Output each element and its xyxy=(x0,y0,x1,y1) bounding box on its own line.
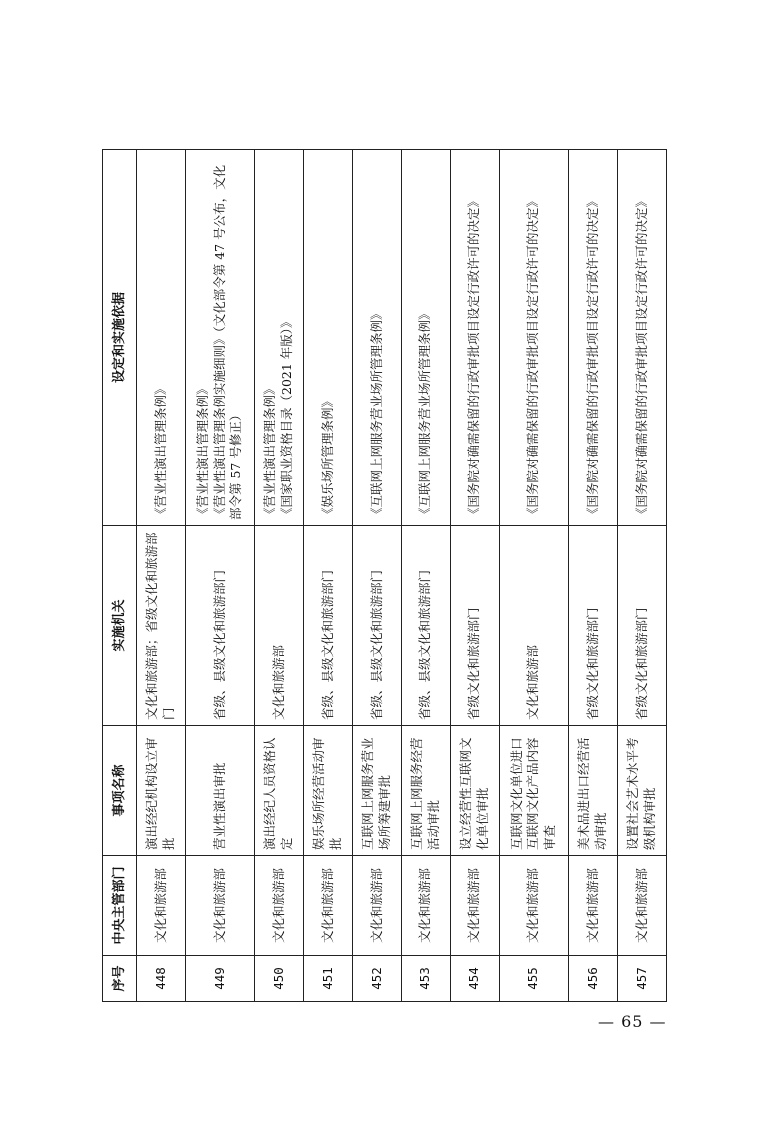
cell-agency: 省级、县级文化和旅游部门 xyxy=(304,526,353,726)
cell-basis xyxy=(450,150,499,526)
cell-dept: 文化和旅游部 xyxy=(185,856,254,956)
cell-agency: 文化和旅游部 xyxy=(499,526,568,726)
cell-item-name: 设置社会艺术水平考级机构审批 xyxy=(617,726,666,856)
cell-no: 456 xyxy=(569,956,618,1002)
cell-basis xyxy=(401,150,450,526)
cell-dept: 文化和旅游部 xyxy=(401,856,450,956)
cell-item-name: 互联网上网服务营业场所筹建审批 xyxy=(353,726,402,856)
cell-no: 452 xyxy=(353,956,402,1002)
cell-no: 449 xyxy=(185,956,254,1002)
basis-line: 《国家职业资格目录（2021 年版）》 xyxy=(279,315,295,520)
table-row xyxy=(137,150,186,1002)
cell-agency: 省级文化和旅游部门 xyxy=(569,526,618,726)
basis-line: 《国务院对确需保留的行政审批项目设定行政许可的决定》 xyxy=(466,194,482,520)
cell-dept: 文化和旅游部 xyxy=(499,856,568,956)
cell-item-name: 设立经营性互联网文化单位审批 xyxy=(450,726,499,856)
cell-agency: 省级、县级文化和旅游部门 xyxy=(185,526,254,726)
header-dept: 中央主管部门 xyxy=(103,856,137,956)
table-header-row xyxy=(103,150,137,1002)
basis-line: 《营业性演出管理条例实施细则》（文化部令第 47 号公布，文化部令第 57 号修正） xyxy=(211,164,244,520)
cell-agency: 省级、县级文化和旅游部门 xyxy=(401,526,450,726)
cell-no: 450 xyxy=(255,956,304,1002)
table-row xyxy=(499,150,568,1002)
cell-dept: 文化和旅游部 xyxy=(617,856,666,956)
cell-dept: 文化和旅游部 xyxy=(569,856,618,956)
table-row xyxy=(450,150,499,1002)
basis-line: 《国务院对确需保留的行政审批项目设定行政许可的决定》 xyxy=(633,194,649,520)
cell-no: 455 xyxy=(499,956,568,1002)
table-row xyxy=(304,150,353,1002)
cell-basis xyxy=(255,150,304,526)
basis-line: 《营业性演出管理条例》 xyxy=(152,382,168,520)
cell-agency: 文化和旅游部；省级文化和旅游部门 xyxy=(137,526,186,726)
header-no: 序号 xyxy=(103,956,137,1002)
cell-item-name: 演出经纪人员资格认定 xyxy=(255,726,304,856)
cell-no: 451 xyxy=(304,956,353,1002)
cell-agency: 省级文化和旅游部门 xyxy=(617,526,666,726)
cell-agency: 省级、县级文化和旅游部门 xyxy=(353,526,402,726)
cell-dept: 文化和旅游部 xyxy=(450,856,499,956)
cell-basis xyxy=(353,150,402,526)
approval-items-table xyxy=(102,149,667,1002)
cell-item-name: 美术品进出口经营活动审批 xyxy=(569,726,618,856)
header-name: 事项名称 xyxy=(103,726,137,856)
cell-dept: 文化和旅游部 xyxy=(137,856,186,956)
table-row xyxy=(617,150,666,1002)
cell-dept: 文化和旅游部 xyxy=(353,856,402,956)
table-body xyxy=(137,150,667,1002)
basis-line: 《国务院对确需保留的行政审批项目设定行政许可的决定》 xyxy=(525,194,541,520)
cell-agency: 文化和旅游部 xyxy=(255,526,304,726)
basis-line: 《互联网上网服务营业场所管理条例》 xyxy=(368,307,384,520)
cell-agency: 省级文化和旅游部门 xyxy=(450,526,499,726)
cell-item-name: 娱乐场所经营活动审批 xyxy=(304,726,353,856)
table-row xyxy=(569,150,618,1002)
basis-line: 《互联网上网服务营业场所管理条例》 xyxy=(417,307,433,520)
cell-item-name: 营业性演出审批 xyxy=(185,726,254,856)
cell-no: 454 xyxy=(450,956,499,1002)
table-row xyxy=(185,150,254,1002)
cell-basis xyxy=(185,150,254,526)
cell-no: 457 xyxy=(617,956,666,1002)
page-number: — 65 — xyxy=(598,1012,667,1031)
header-agency: 实施机关 xyxy=(103,526,137,726)
basis-line: 《营业性演出管理条例》 xyxy=(262,382,278,520)
basis-line: 《国务院对确需保留的行政审批项目设定行政许可的决定》 xyxy=(584,194,600,520)
table-row xyxy=(255,150,304,1002)
basis-line: 《娱乐场所管理条例》 xyxy=(319,394,335,520)
header-basis: 设定和实施依据 xyxy=(103,150,137,526)
rotated-page-content xyxy=(102,150,667,1002)
table-row xyxy=(401,150,450,1002)
cell-item-name: 互联网上网服务经营活动审批 xyxy=(401,726,450,856)
cell-dept: 文化和旅游部 xyxy=(304,856,353,956)
cell-item-name: 互联网文化单位进口互联网文化产品内容审查 xyxy=(499,726,568,856)
table-row xyxy=(353,150,402,1002)
cell-basis xyxy=(499,150,568,526)
cell-basis xyxy=(617,150,666,526)
cell-item-name: 演出经纪机构设立审批 xyxy=(137,726,186,856)
cell-basis xyxy=(137,150,186,526)
cell-no: 448 xyxy=(137,956,186,1002)
cell-no: 453 xyxy=(401,956,450,1002)
basis-line: 《营业性演出管理条例》 xyxy=(194,382,210,520)
cell-dept: 文化和旅游部 xyxy=(255,856,304,956)
cell-basis xyxy=(304,150,353,526)
cell-basis xyxy=(569,150,618,526)
